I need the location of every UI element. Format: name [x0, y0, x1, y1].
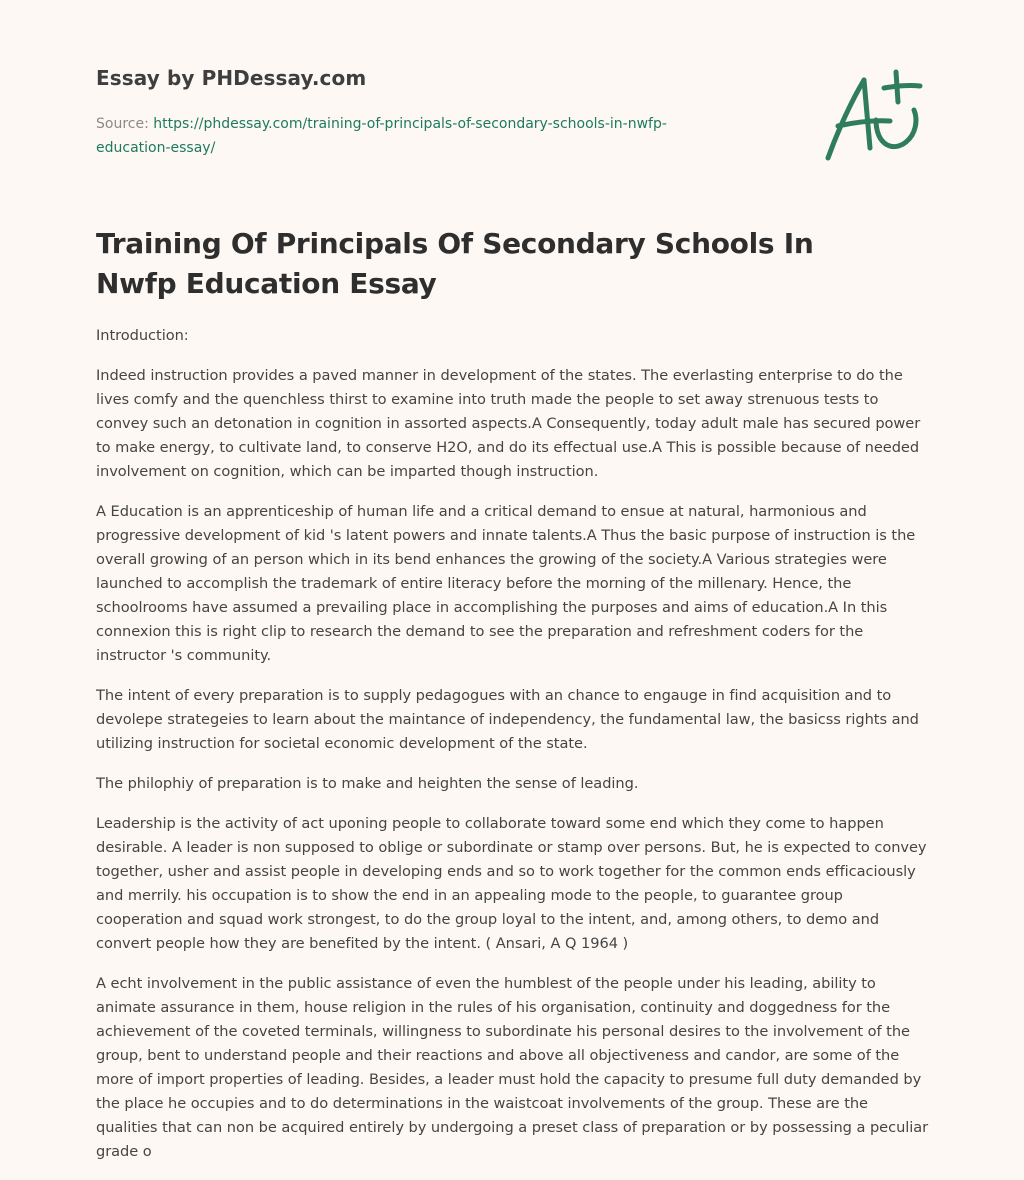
essay-paragraph: Introduction: [96, 327, 189, 344]
essay-paragraph: Leadership is the activity of act uponing people to collaborate toward some end which they come to happen desirable. A leader is non supposed to oblige or subordinate or stamp over persons. But, he is expected to convey together, usher and assist people in developing ends and so to work together for the common ends efficaciously and merrily. his occupation is to show the end in an appealing mode to the people, to guarantee group cooperation and squad work strongest, to do the group loyal to the intent, and, among others, to demo and convert people how they are benefited by the intent. ( Ansari, A Q 1964 ) [96, 815, 927, 952]
essay-paragraph: A echt involvement in the public assistance of even the humblest of the people under his leading, ability to animate assurance in them, house religion in the rules of his organisation, continuity and doggedness for the achievement of the coveted terminals, willingness to subordinate his personal desires to the involvement of the group, bent to understand people and their reactions and above all objectiveness and candor, are some of the more of import properties of leading. Besides, a leader must hold the capacity to presume full duty demanded by the place he occupies and to do determinations in the waistcoat involvements of the group. These are the qualities that can non be acquired entirely by undergoing a preset class of preparation or by possessing a peculiar grade o [96, 975, 929, 1160]
essay-paragraph: The philophiy of preparation is to make and heighten the sense of leading. [96, 775, 639, 792]
essay-paragraph: A Education is an apprenticeship of human life and a critical demand to ensue at natural, harmonious and progressive development of kid 's latent powers and innate talents.A Thus the basic purpose of instruction is the overall growing of an person which in its bend enhances the growing of the society.A Various strategies were launched to accomplish the trademark of entire literacy before the morning of the millenary. Hence, the schoolrooms have assumed a prevailing place in accomplishing the purposes and aims of education.A In this connexion this is right clip to research the demand to see the preparation and refreshment coders for the instructor 's community. [96, 503, 916, 664]
essay-body [96, 324, 932, 1180]
essay-paragraph: Indeed instruction provides a paved manner in development of the states. The everlasting enterprise to do the lives comfy and the quenchless thirst to examine into truth made the people to set away strenuous tests to convey such an detonation in cognition in assorted aspects.A Consequently, today adult male has secured power to make energy, to cultivate land, to conserve H2O, and do its effectual use.A This is possible because of needed involvement on cognition, which can be imparted though instruction. [96, 367, 921, 480]
a-plus-logo-icon [824, 66, 928, 164]
essay-paragraph: The intent of every preparation is to supply pedagogues with an chance to engauge in find acquisition and to devolepe strategeies to learn about the maintance of independency, the fundamental law, the basicss rights and utilizing instruction for societal economic development of the state. [96, 687, 919, 752]
essay-title: Training Of Principals Of Secondary Schools In Nwfp Education Essay [96, 227, 814, 300]
source-link[interactable]: https://phdessay.com/training-of-principals-of-secondary-schools-in-nwfp-education-essay/ [96, 116, 667, 156]
source-line [96, 112, 736, 160]
source-label: Source: [96, 116, 154, 132]
site-title: Essay by PHDessay.com [96, 66, 367, 90]
